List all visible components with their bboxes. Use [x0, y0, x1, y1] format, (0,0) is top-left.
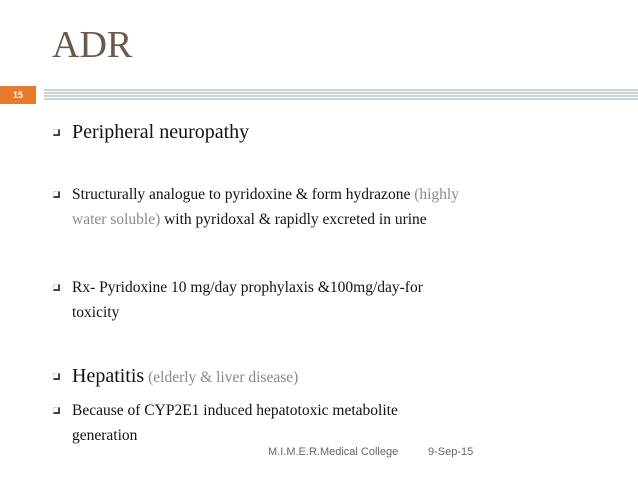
bullet-text-line-2: generation [72, 427, 138, 444]
bullet-text-muted: (elderly & liver disease) [144, 369, 299, 386]
bullet-text-line-1: Rx- Pyridoxine 10 mg/day prophylaxis &100mg/day-for [72, 279, 423, 296]
checkbox-bullet-icon [53, 129, 60, 136]
bullet-text [72, 365, 298, 388]
bullet-text-muted: water soluble) [72, 211, 161, 228]
checkbox-bullet-icon [53, 407, 60, 414]
checkbox-bullet-icon [53, 191, 60, 198]
checkbox-bullet-icon [53, 284, 60, 291]
bullet-text-main: Hepatitis [72, 365, 145, 387]
footer-date: 9-Sep-15 [428, 446, 474, 458]
bullet-text-muted: (highly [414, 186, 459, 203]
bullet-text-main: with pyridoxal & rapidly excreted in urine [160, 211, 427, 228]
bullet-text: Peripheral neuropathy [72, 121, 250, 143]
bullet-text-line-2: toxicity [72, 304, 120, 321]
footer-institution: M.I.M.E.R.Medical College [268, 446, 399, 458]
bullet-text-line-2 [72, 208, 427, 231]
bullet-text-line-1: Because of CYP2E1 induced hepatotoxic metabolite [72, 402, 398, 419]
slide-number-badge: 15 [0, 86, 36, 104]
title-rule-band [44, 89, 638, 101]
bullet-text-line-1 [72, 183, 459, 206]
bullet-text-main: Structurally analogue to pyridoxine & form hydrazone [72, 186, 415, 203]
slide-title: ADR [52, 24, 133, 66]
checkbox-bullet-icon [53, 373, 60, 380]
